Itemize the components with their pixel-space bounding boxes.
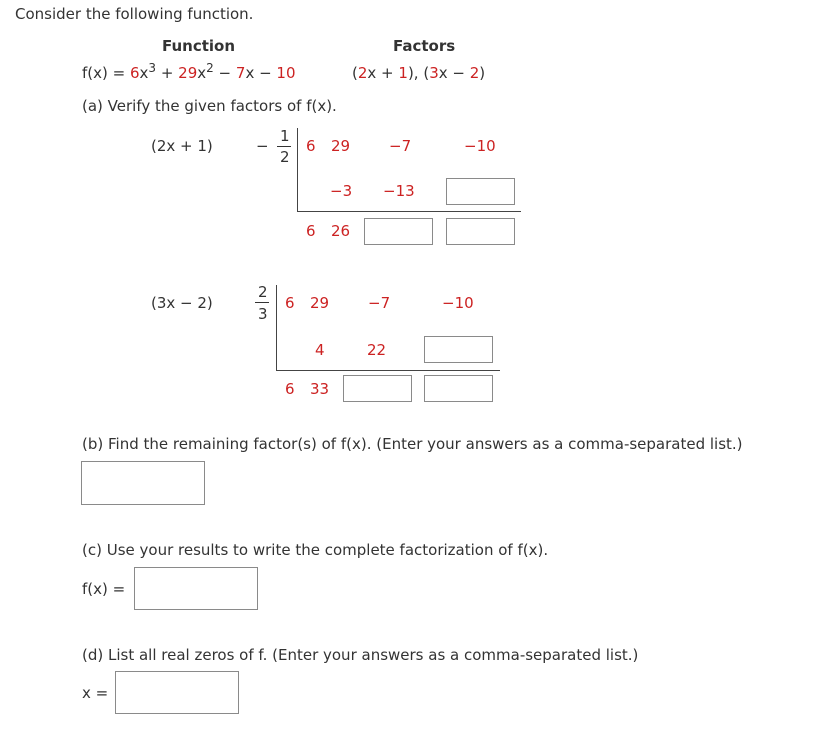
division2-factor: (3x − 2) xyxy=(151,294,213,312)
division2-bottom-4-input[interactable] xyxy=(424,375,493,402)
part-a-label: (a) Verify the given factors of f(x). xyxy=(82,97,337,115)
factor1-coef: 2 xyxy=(357,64,368,82)
division1-bottom-4-input[interactable] xyxy=(446,218,515,245)
term-1: x − xyxy=(245,64,277,82)
division1-horizontal-line xyxy=(297,211,521,212)
function-lhs: f(x) = xyxy=(82,64,130,82)
exp-2: 2 xyxy=(206,61,214,75)
division1-bottom-3-input[interactable] xyxy=(364,218,433,245)
factor2-mid: x − xyxy=(438,64,470,82)
division2-top-3: −7 xyxy=(368,294,391,312)
division2-mid-1: 4 xyxy=(315,341,325,359)
remaining-factors-input[interactable] xyxy=(81,461,205,505)
division1-mid-3-input[interactable] xyxy=(446,178,515,205)
division1-top-3: −7 xyxy=(389,137,412,155)
factorization-prefix: f(x) = xyxy=(82,580,126,598)
zeros-input[interactable] xyxy=(115,671,239,714)
factor2-coef: 3 xyxy=(429,64,439,82)
division1-bottom-2: 26 xyxy=(331,222,351,240)
term-2: x xyxy=(197,64,207,82)
division1-top-1: 6 xyxy=(306,137,316,155)
exp-3: 3 xyxy=(148,61,157,75)
division2-horizontal-line xyxy=(276,370,500,371)
division2-root-numerator: 2 xyxy=(258,283,268,301)
function-header: Function xyxy=(162,37,236,55)
factors-header: Factors xyxy=(393,37,456,55)
division2-bottom-2: 33 xyxy=(310,380,330,398)
division2-top-2: 29 xyxy=(310,294,330,312)
division2-top-1: 6 xyxy=(285,294,295,312)
factor2-const: 2 xyxy=(469,64,480,82)
term-3: x xyxy=(139,64,149,82)
division2-top-4: −10 xyxy=(442,294,474,312)
division2-bottom-3-input[interactable] xyxy=(343,375,412,402)
factor1-close: ), ( xyxy=(407,64,430,82)
part-b-label: (b) Find the remaining factor(s) of f(x). (Enter your answers as a comma-separated list.) xyxy=(82,435,743,453)
division2-bottom-1: 6 xyxy=(285,380,295,398)
factorization-input[interactable] xyxy=(134,567,258,610)
division1-root-denominator: 2 xyxy=(280,148,290,166)
factor2-close: ) xyxy=(479,64,486,82)
division2-root-bar xyxy=(255,302,269,303)
factors-expression xyxy=(352,66,485,81)
zeros-prefix: x = xyxy=(82,684,109,702)
factor1-open: ( xyxy=(352,64,358,82)
part-d-label: (d) List all real zeros of f. (Enter your answers as a comma-separated list.) xyxy=(82,646,639,664)
division2-vertical-line xyxy=(276,285,277,370)
division1-top-2: 29 xyxy=(331,137,351,155)
division1-top-4: −10 xyxy=(464,137,496,155)
coef-2: 29 xyxy=(178,64,198,82)
division1-root-numerator: 1 xyxy=(280,127,290,145)
factor1-const: 1 xyxy=(398,64,408,82)
division1-root-bar xyxy=(277,146,291,147)
division1-bottom-1: 6 xyxy=(306,222,316,240)
coef-3: 6 xyxy=(129,64,140,82)
division2-root-denominator: 3 xyxy=(258,305,268,323)
division2-mid-2: 22 xyxy=(367,341,387,359)
division2-mid-3-input[interactable] xyxy=(424,336,493,363)
sep-2: − xyxy=(213,64,236,82)
factor1-mid: x + xyxy=(367,64,399,82)
function-expression xyxy=(82,61,296,82)
division1-vertical-line xyxy=(297,128,298,211)
intro-text: Consider the following function. xyxy=(15,5,254,23)
division1-mid-2: −13 xyxy=(383,182,415,200)
division1-factor: (2x + 1) xyxy=(151,137,213,155)
coef-0: 10 xyxy=(276,64,296,82)
sep-1: + xyxy=(156,64,179,82)
division1-root-sign: − xyxy=(256,137,269,155)
part-c-label: (c) Use your results to write the complete factorization of f(x). xyxy=(82,541,549,559)
coef-1: 7 xyxy=(235,64,246,82)
division1-mid-1: −3 xyxy=(330,182,353,200)
